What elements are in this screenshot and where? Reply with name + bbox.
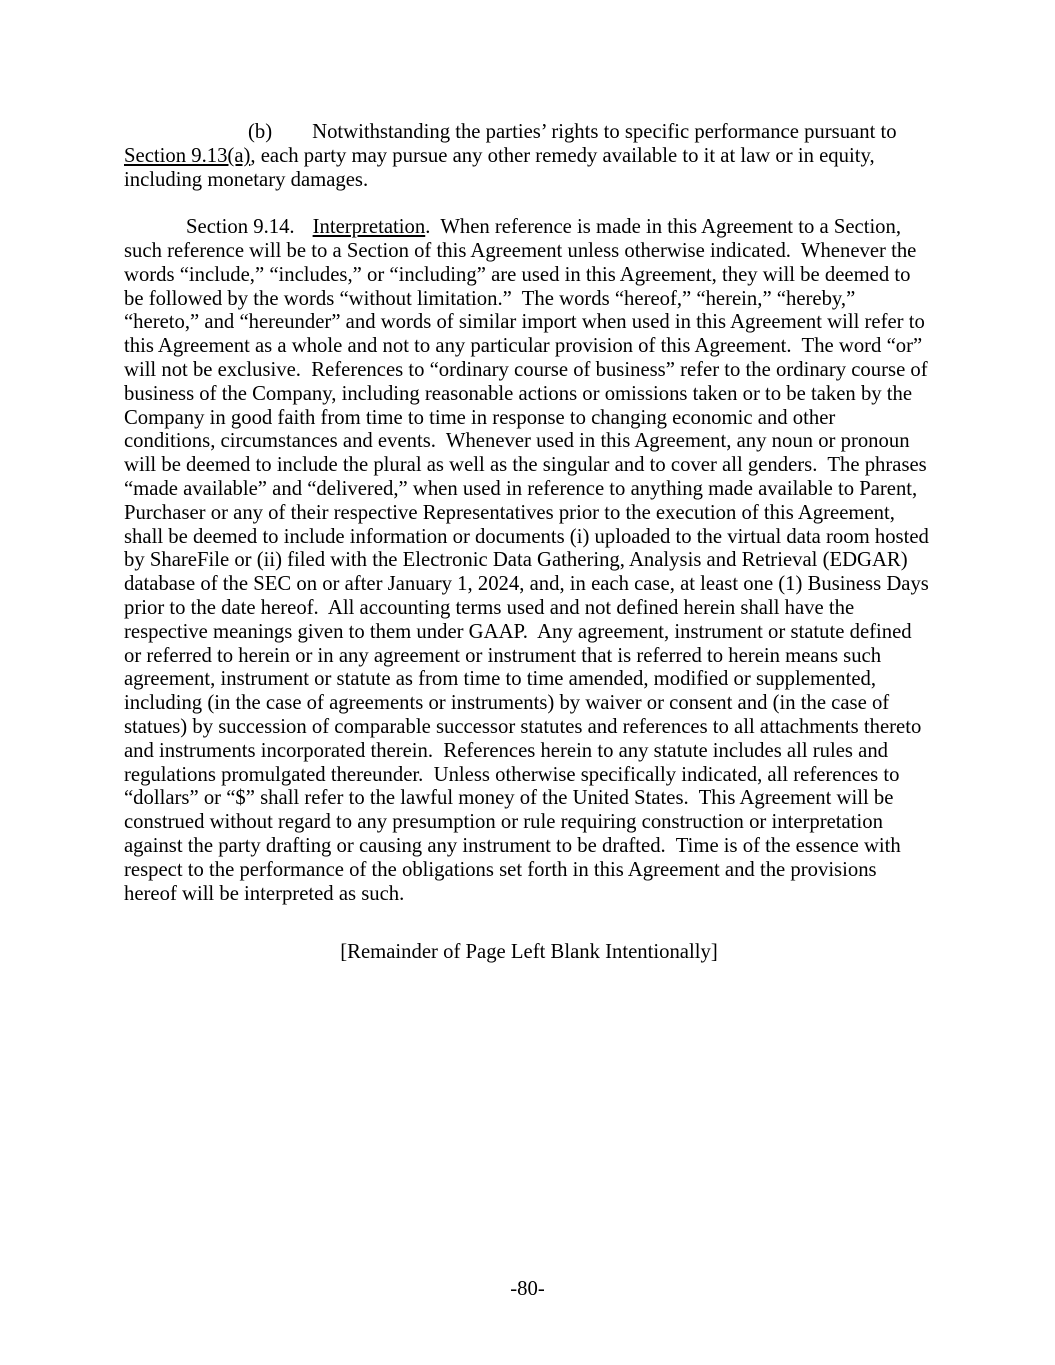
text-segment: “made available” and “delivered,” when used in reference to anything made available to Parent, — [124, 477, 918, 500]
text-line — [124, 454, 934, 478]
text-segment: regulations promulgated thereunder. Unless otherwise specifically indicated, all references to — [124, 763, 900, 786]
text-segment: Notwithstanding the parties’ rights to specific performance pursuant to — [312, 121, 897, 143]
remainder-of-page-notice: [Remainder of Page Left Blank Intentionally] — [340, 941, 718, 963]
text-line — [124, 645, 934, 669]
text-line — [124, 835, 934, 859]
text-segment: database of the SEC on or after January 1, 2024, and, in each case, at least one (1) Business Days — [124, 573, 929, 596]
document-body — [124, 121, 934, 906]
text-segment: business of the Company, including reasonable actions or omissions taken or to be taken by the — [124, 382, 913, 405]
text-line — [124, 811, 934, 835]
text-segment: prior to the date hereof. All accounting terms used and not defined herein shall have the — [124, 596, 855, 619]
page-number: -80- — [510, 1278, 545, 1300]
text-line — [124, 145, 934, 169]
text-segment: Section 9.14. — [186, 216, 295, 239]
paragraph-section-9-14-interpretation — [124, 216, 934, 906]
text-segment: including monetary damages. — [124, 168, 369, 191]
text-line — [124, 764, 934, 788]
text-segment: will not be exclusive. References to “ordinary course of business” refer to the ordinary course of — [124, 358, 928, 381]
text-segment: . When reference is made in this Agreement to a Section, — [425, 216, 902, 239]
text-line — [124, 359, 934, 383]
tab-space — [295, 232, 313, 233]
text-line — [124, 335, 934, 359]
text-line — [124, 668, 934, 692]
text-line — [124, 216, 934, 240]
text-segment: hereof will be interpreted as such. — [124, 882, 405, 905]
text-segment: by ShareFile or (ii) filed with the Electronic Data Gathering, Analysis and Retrieval (EDGAR) — [124, 549, 908, 572]
text-segment: respect to the performance of the obligations set forth in this Agreement and the provisions — [124, 858, 877, 881]
text-line — [124, 121, 934, 145]
text-line — [124, 621, 934, 645]
paragraph-clause-b — [124, 121, 934, 192]
text-segment: be followed by the words “without limitation.” The words “hereof,” “herein,” “hereby,” — [124, 287, 856, 310]
text-segment: , each party may pursue any other remedy available to it at law or in equity, — [250, 144, 875, 167]
text-segment: respective meanings given to them under GAAP. Any agreement, instrument or statute defined — [124, 620, 912, 643]
underlined-reference: Section 9.13(a) — [124, 144, 251, 167]
text-segment: agreement, instrument or statute as from time to time amended, modified or supplemented, — [124, 668, 877, 691]
text-segment: and instruments incorporated therein. References herein to any statute includes all rules and — [124, 739, 889, 762]
text-line — [124, 169, 934, 193]
text-segment: or referred to herein or in any agreement or instrument that is referred to herein means such — [124, 644, 882, 667]
text-segment: will be deemed to include the plural as well as the singular and to cover all genders. The phrases — [124, 454, 927, 477]
text-line — [124, 859, 934, 883]
text-segment: “hereto,” and “hereunder” and words of similar import when used in this Agreement will refer to — [124, 311, 925, 334]
text-segment: statues) by succession of comparable successor statutes and references to all attachments thereto — [124, 715, 922, 738]
tab-space — [124, 137, 248, 138]
text-segment: construed without regard to any presumption or rule requiring construction or interpretation — [124, 811, 883, 834]
text-segment: such reference will be to a Section of this Agreement unless otherwise indicated. Whenever the — [124, 239, 917, 262]
text-line — [124, 716, 934, 740]
text-segment: shall be deemed to include information or documents (i) uploaded to the virtual data room hosted — [124, 525, 929, 548]
text-line — [124, 311, 934, 335]
text-segment: conditions, circumstances and events. Whenever used in this Agreement, any noun or pronoun — [124, 430, 910, 453]
tab-space — [124, 232, 186, 233]
text-line — [124, 264, 934, 288]
text-line — [124, 288, 934, 312]
text-line — [124, 502, 934, 526]
text-segment: this Agreement as a whole and not to any particular provision of this Agreement. The word “or” — [124, 335, 923, 358]
text-segment: “dollars” or “$” shall refer to the lawful money of the United States. This Agreement will be — [124, 787, 894, 810]
text-line — [124, 740, 934, 764]
text-segment: Purchaser or any of their respective Representatives prior to the execution of this Agreement, — [124, 501, 895, 524]
text-line — [124, 692, 934, 716]
text-line — [124, 240, 934, 264]
text-line — [124, 526, 934, 550]
text-segment: against the party drafting or causing any instrument to be drafted. Time is of the essence with — [124, 834, 901, 857]
text-segment: words “include,” “includes,” or “including” are used in this Agreement, they will be deemed to — [124, 263, 911, 286]
text-line — [124, 597, 934, 621]
tab-space — [272, 137, 312, 138]
text-line — [124, 549, 934, 573]
text-line — [124, 478, 934, 502]
text-segment: Company in good faith from time to time in response to changing economic and other — [124, 406, 836, 429]
text-segment: (b) — [248, 121, 273, 143]
text-line — [124, 383, 934, 407]
text-line — [124, 787, 934, 811]
text-line — [124, 430, 934, 454]
text-line — [124, 407, 934, 431]
text-line — [124, 883, 934, 907]
text-line — [124, 573, 934, 597]
underlined-reference: Interpretation — [312, 216, 426, 239]
text-segment: including (in the case of agreements or instruments) by waiver or consent and (in the case of — [124, 692, 890, 715]
